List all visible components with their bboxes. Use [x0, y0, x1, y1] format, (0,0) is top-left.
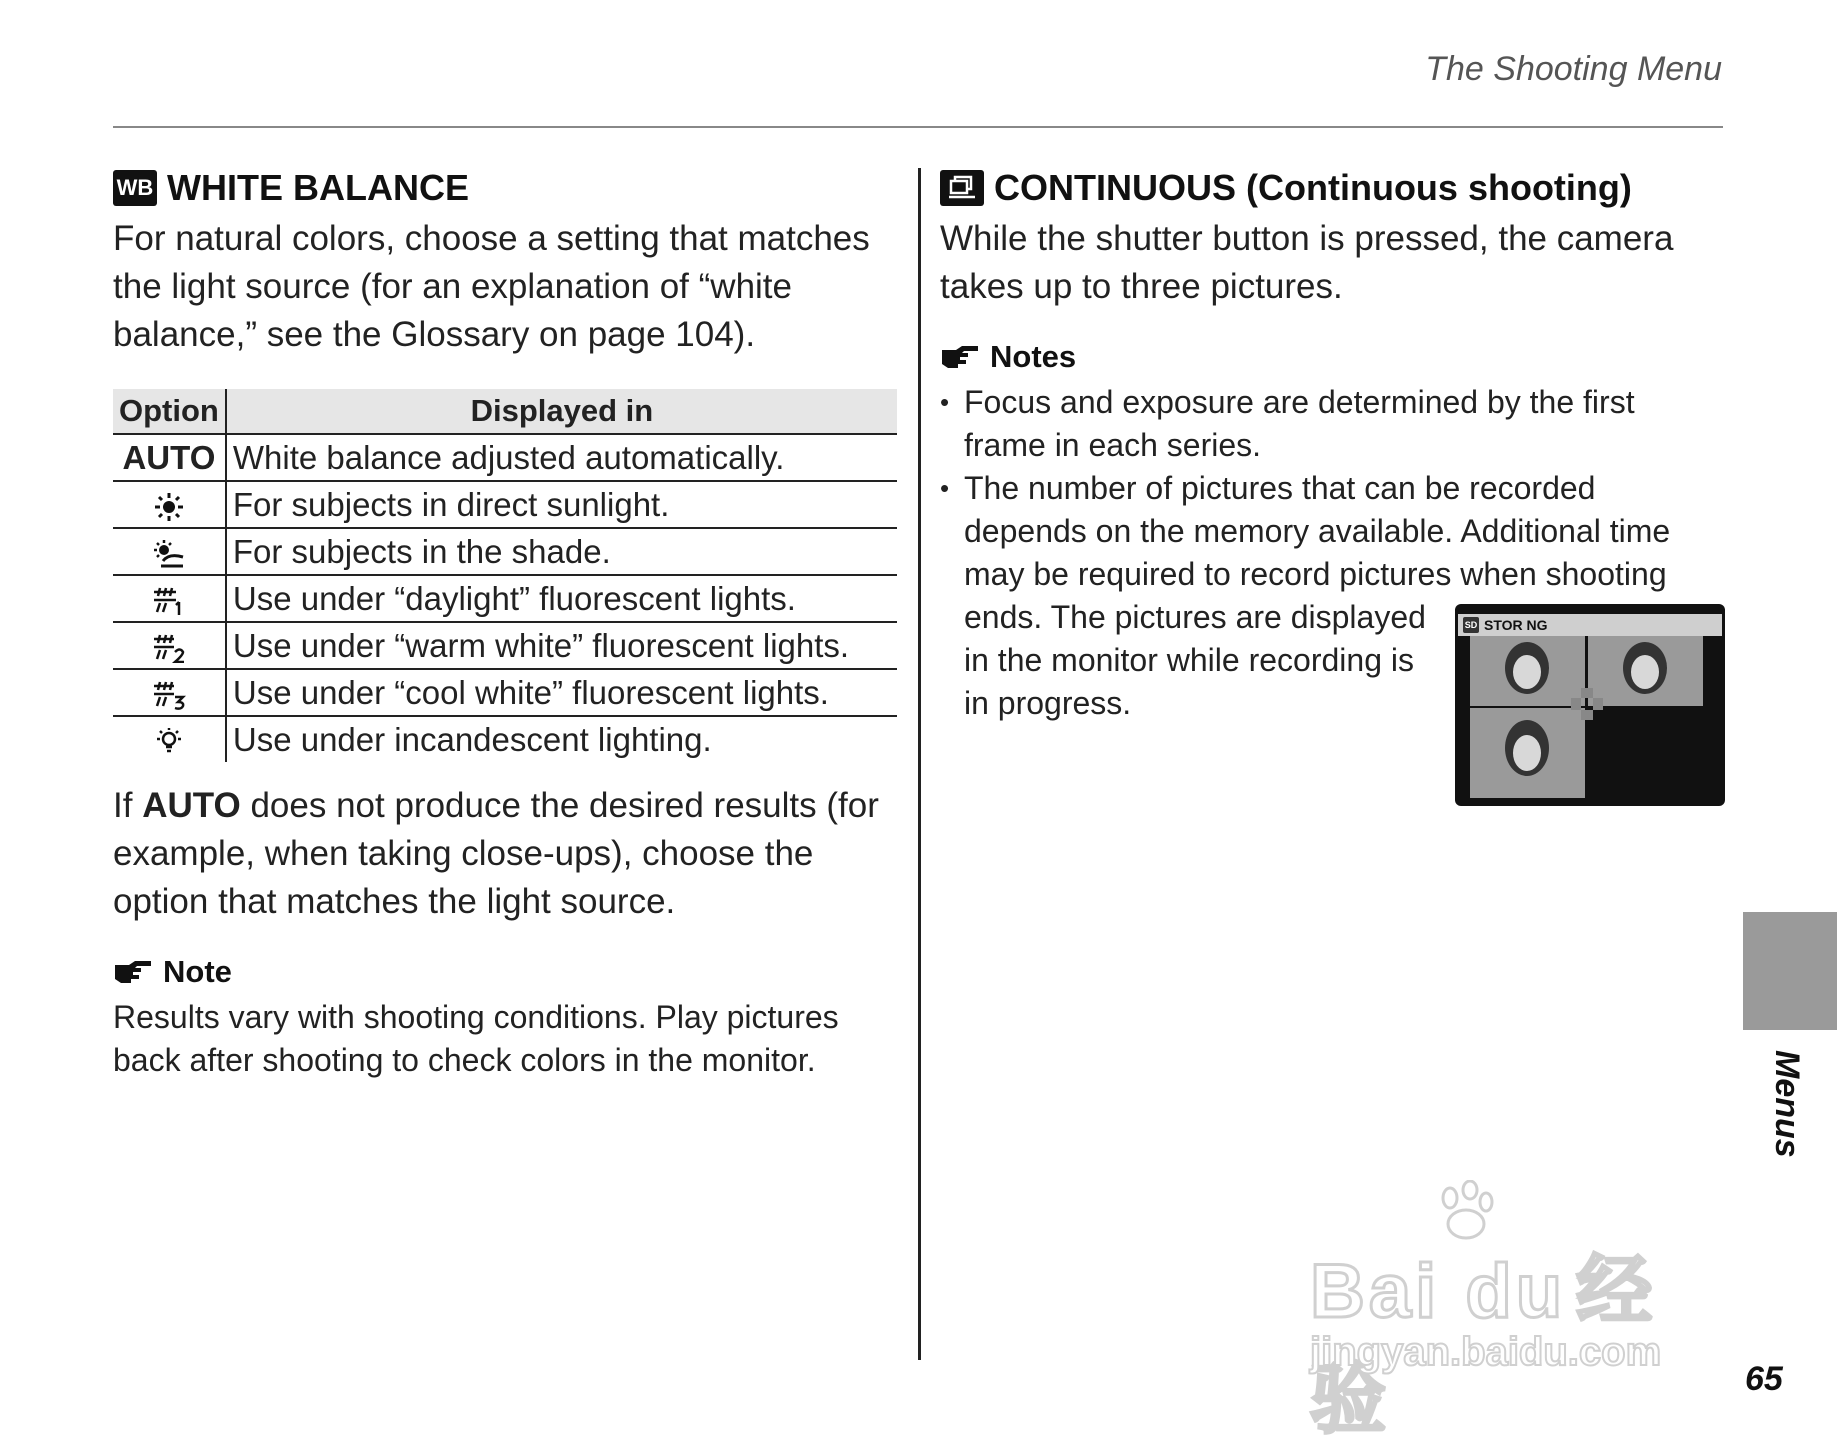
fluorescent-3-icon [152, 680, 186, 710]
baidu-watermark [1300, 1180, 1730, 1443]
white-balance-title: WHITE BALANCE [167, 167, 469, 208]
option-description: Use under incandescent lighting. [232, 720, 712, 758]
option-description: Use under “cool white” fluorescent lights. [226, 669, 897, 716]
running-header: The Shooting Menu [1425, 50, 1722, 88]
header-rule [113, 126, 1723, 128]
menus-tab-label: Menus [1768, 1050, 1806, 1158]
option-description: White balance adjusted automatically. [226, 434, 897, 481]
table-row [113, 669, 897, 716]
fluorescent-1-icon [152, 586, 186, 616]
column-divider [918, 168, 921, 1360]
table-row [113, 481, 897, 528]
auto-paragraph: If AUTO does not produce the desired results (for example, when taking close-ups), choose the option that matches the light source. [113, 786, 879, 921]
notes-title: Notes [990, 339, 1077, 374]
option-auto: AUTO [113, 434, 226, 481]
continuous-heading [940, 165, 1725, 211]
page-number: 65 [1745, 1360, 1783, 1398]
continuous-shooting-icon [940, 170, 984, 206]
incandescent-icon [154, 727, 184, 757]
table-row [113, 434, 897, 481]
white-balance-intro: For natural colors, choose a setting that matches the light source (for an explanation of “white balance,” see the Glossary on page 104). [113, 219, 870, 354]
shade-icon [153, 539, 185, 569]
table-row [113, 622, 897, 669]
white-balance-heading [113, 165, 898, 211]
pointing-hand-icon [940, 344, 980, 370]
continuous-title: CONTINUOUS (Continuous shooting) [994, 167, 1632, 208]
white-balance-table [113, 389, 897, 762]
note-title: Note [163, 954, 232, 989]
menus-tab [1743, 912, 1837, 1030]
sun-icon [154, 492, 184, 522]
table-row [113, 575, 897, 622]
fluorescent-2-icon [152, 633, 186, 663]
note-heading [113, 952, 898, 992]
monitor-status-text: STOR NG [1484, 617, 1548, 633]
option-description: For subjects in direct sunlight. [226, 481, 897, 528]
sd-card-icon: SD [1463, 617, 1479, 633]
focus-frame-icon [1567, 684, 1607, 724]
option-description: For subjects in the shade. [226, 528, 897, 575]
auto-bold: AUTO [142, 786, 241, 825]
wb-icon: WB [113, 170, 157, 206]
pointing-hand-icon [113, 959, 153, 985]
option-description: Use under “warm white” fluorescent lights. [226, 622, 897, 669]
watermark-url: jingyan.baidu.com [1310, 1330, 1662, 1374]
note-wrap-text: ends. The pictures are displayed in the monitor while recording is in progress. [964, 599, 1426, 721]
notes-heading [940, 337, 1725, 377]
table-row [113, 528, 897, 575]
continuous-intro: While the shutter button is pressed, the camera takes up to three pictures. [940, 219, 1674, 306]
white-balance-section [113, 165, 898, 1082]
list-item: • The number of pictures that can be recorded depends on the memory available. Additional time may be required to record pictures when shooting ends. The pictures are displayed in the monitor while recording is in progress. [940, 467, 1725, 725]
option-description: Use under “daylight” fluorescent lights. [226, 575, 897, 622]
camera-monitor-illustration [1455, 604, 1725, 806]
col-displayed-header: Displayed in [226, 389, 897, 434]
watermark-brand: Bai du 经验 [1310, 1249, 1657, 1443]
list-item: • Focus and exposure are determined by the first frame in each series. [940, 381, 1725, 467]
col-option-header: Option [113, 389, 226, 434]
note-text: Results vary with shooting conditions. Play pictures back after shooting to check colors in the monitor. [113, 999, 839, 1078]
monitor-status-bar [1458, 614, 1722, 636]
table-row [113, 716, 897, 762]
